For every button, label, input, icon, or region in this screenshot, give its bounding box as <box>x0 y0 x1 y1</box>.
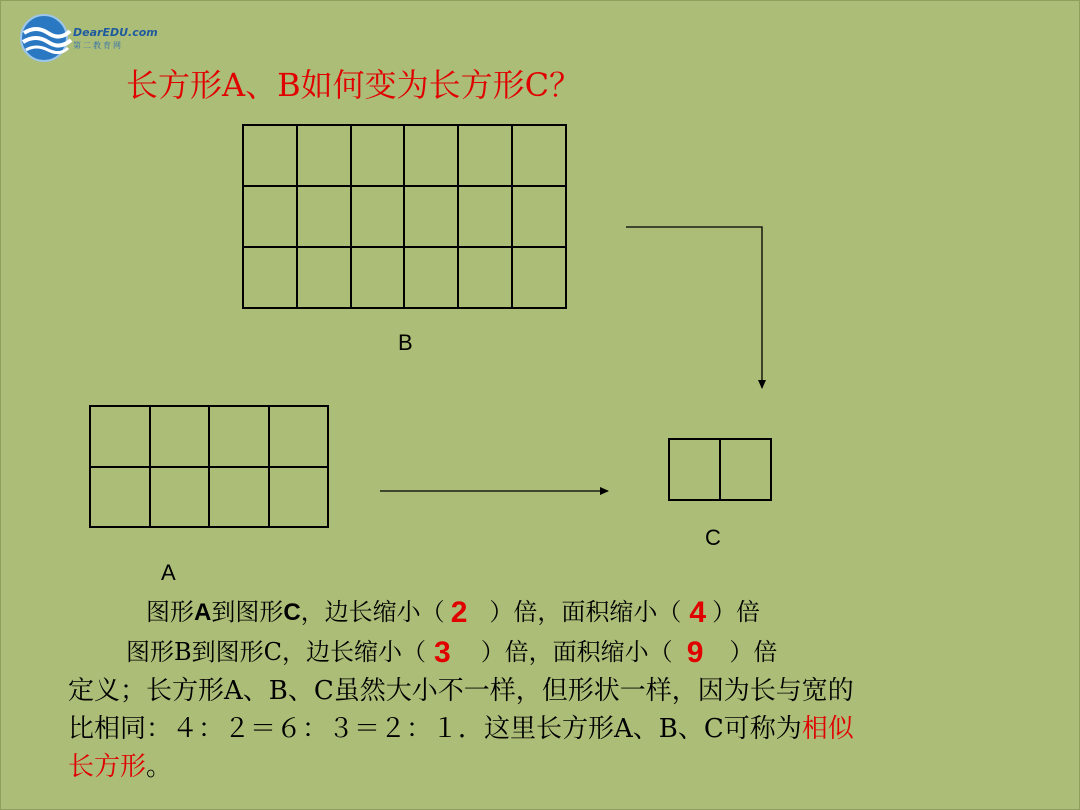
logo-brand: DearEDU.com <box>73 26 158 39</box>
question-line-a-to-c: 图形A到图形C，边长缩小（ 2 ）倍，面积缩小（ 4 ）倍 <box>146 596 761 629</box>
slide-title: 长方形A、B如何变为长方形C？ <box>126 66 582 104</box>
definition-text <box>68 672 1018 786</box>
answer-area-ratio-b: 9 <box>686 636 704 669</box>
rectangle-c-label: C <box>705 525 721 550</box>
answer-side-ratio-a: 2 <box>450 596 468 629</box>
question-line-b-to-c: 图形B到图形C，边长缩小（ 3 ）倍，面积缩小（ 9 ）倍 <box>126 636 778 669</box>
answer-area-ratio-a: 4 <box>689 596 707 629</box>
arrow-b-to-c <box>626 227 762 388</box>
rectangle-a-label: A <box>161 560 176 585</box>
definition-line-1: 定义；长方形A、B、C虽然大小不一样，但形状一样，因为长与宽的 <box>68 676 854 706</box>
answer-side-ratio-b: 3 <box>434 636 451 669</box>
term-similar: 相似 <box>801 714 854 744</box>
definition-line-2: 比相同：４：２＝６：３＝２：１．这里长方形A、B、C可称为相似 <box>68 714 854 744</box>
logo-subtitle: 第二教育网 <box>73 41 123 50</box>
term-rectangle: 长方形 <box>68 752 147 782</box>
figure-a: A <box>194 599 212 626</box>
rectangle-b-label: B <box>398 330 413 355</box>
figure-c: C <box>283 599 301 626</box>
definition-line-3: 长方形。 <box>68 752 173 782</box>
